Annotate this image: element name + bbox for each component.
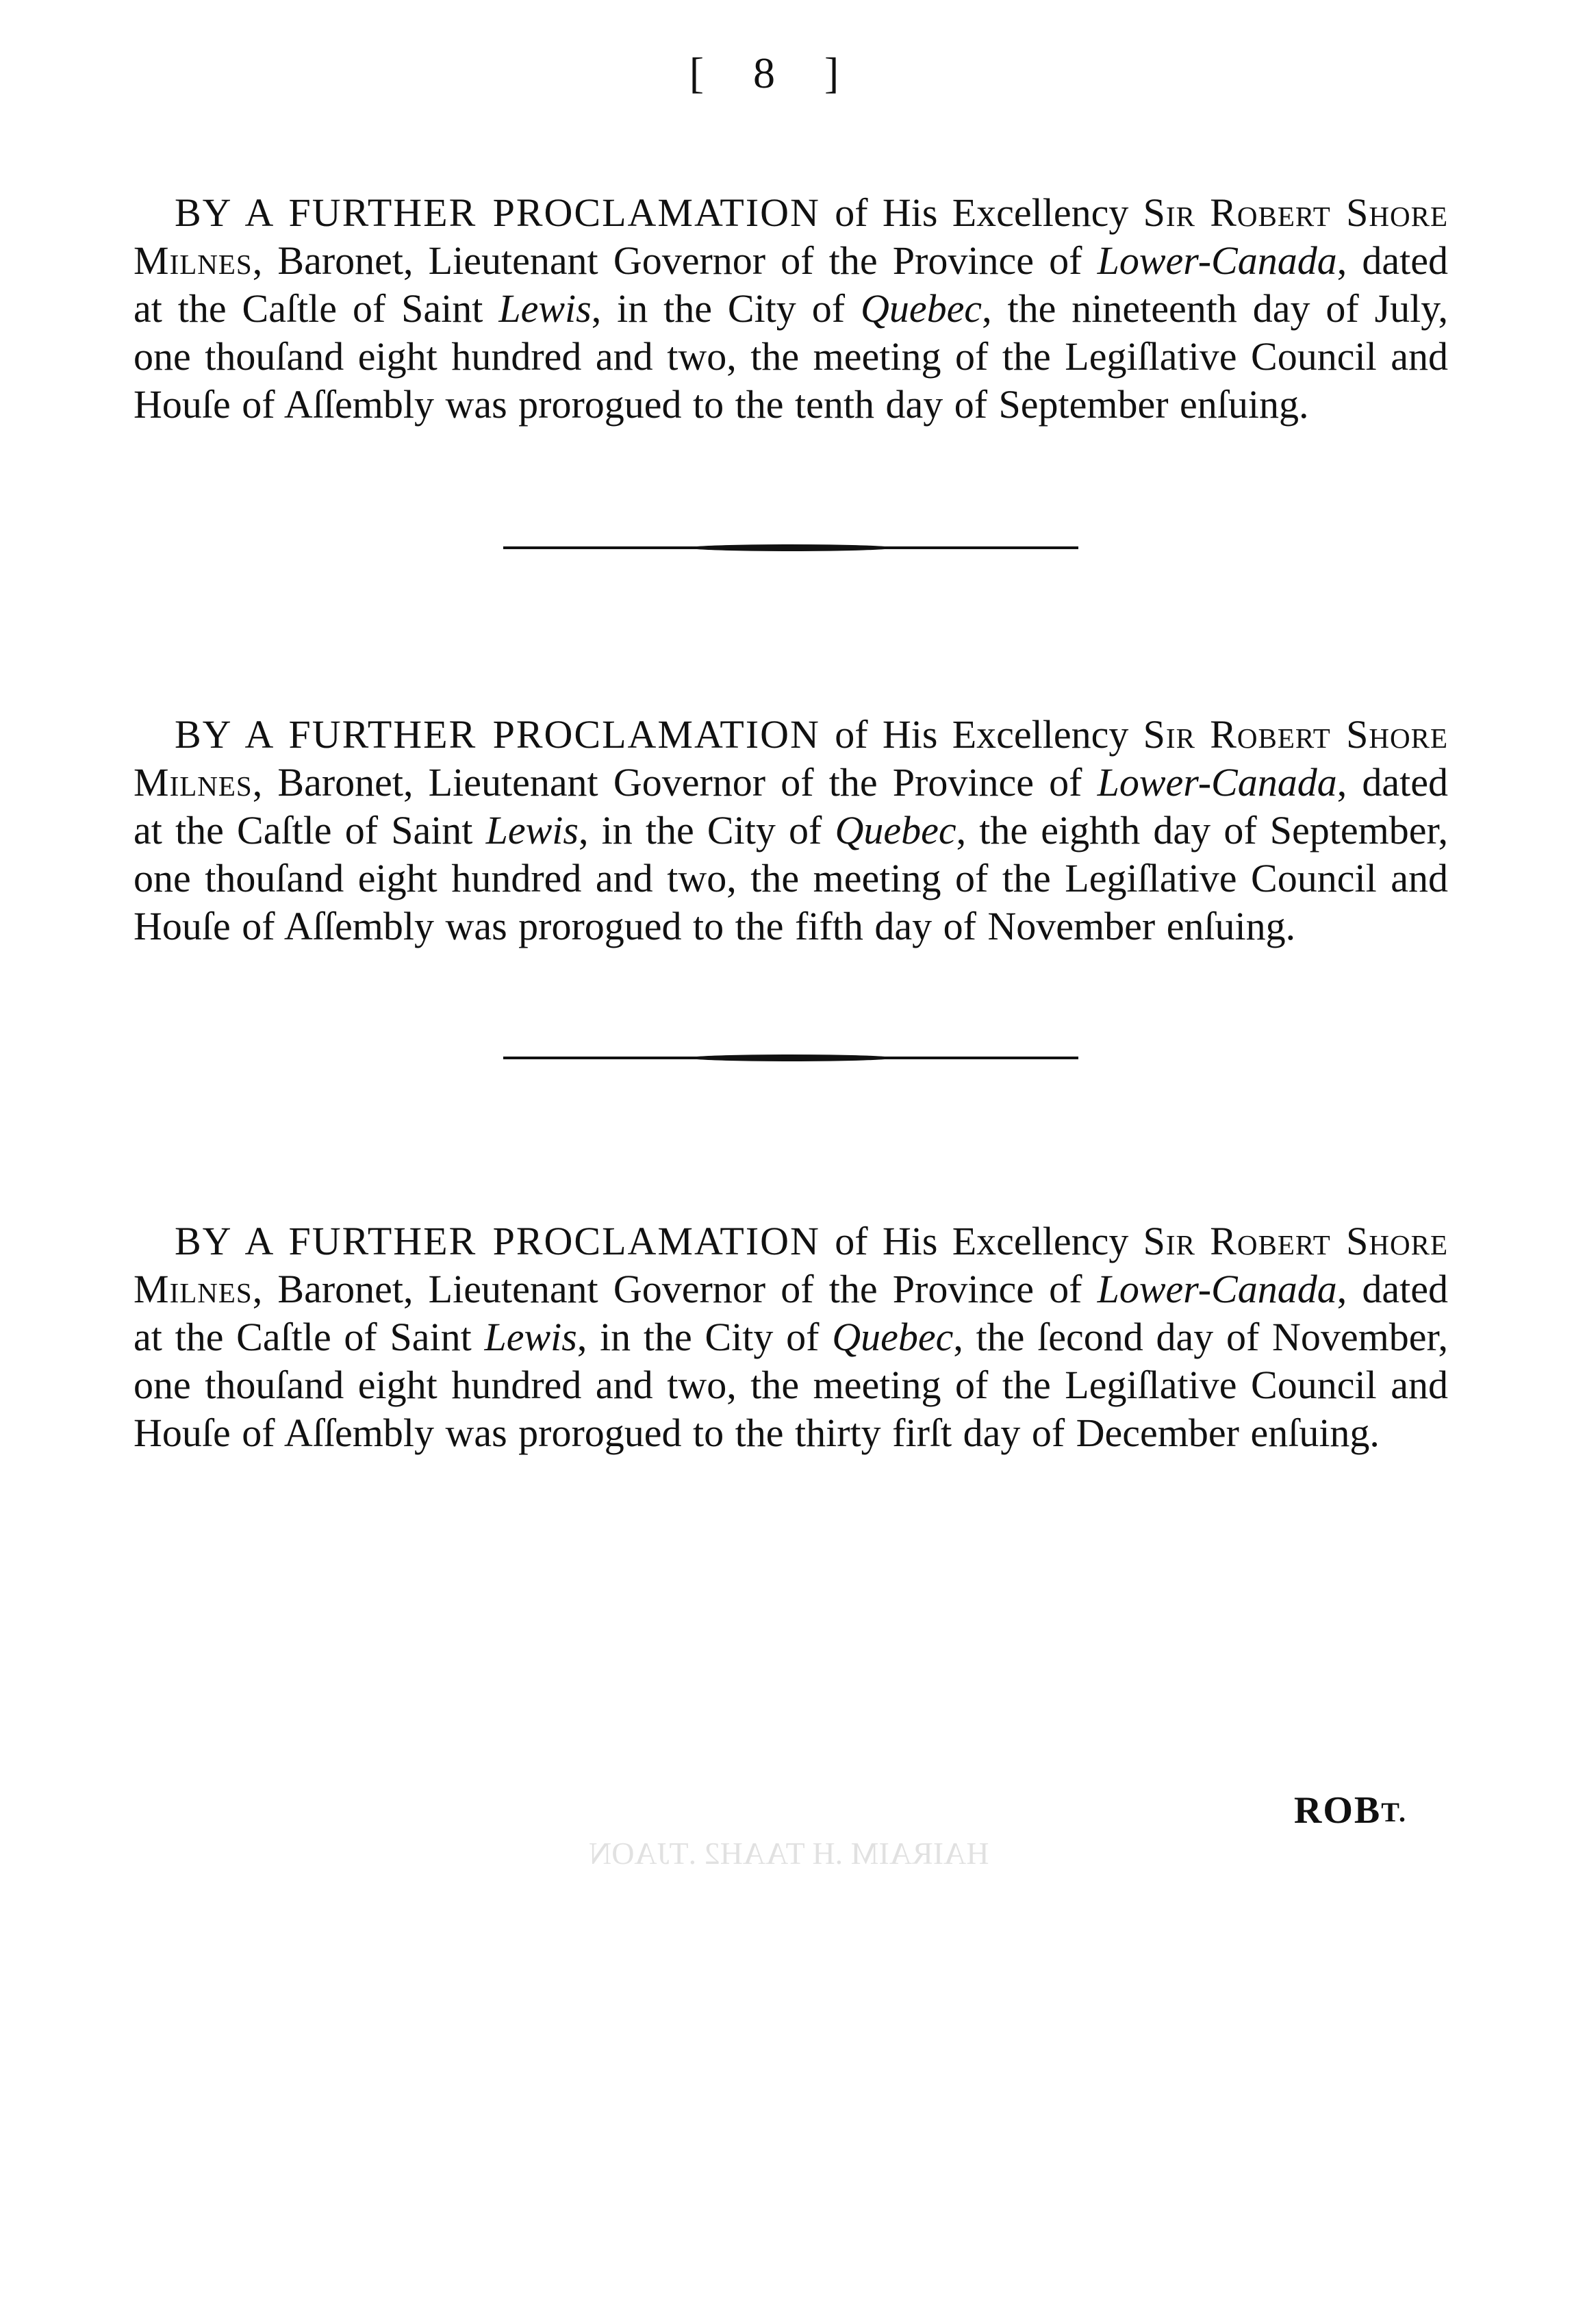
proclamation-text: , in the City of <box>576 1315 833 1359</box>
proclamation-heading: BY A FURTHER PROCLAMATION <box>175 1219 820 1263</box>
proclamation-heading: BY A FURTHER PROCLAMATION <box>175 712 820 757</box>
province-name: Lower-Canada <box>1097 238 1337 283</box>
castle-name: Lewis <box>484 1315 577 1359</box>
proclamation-text: , the ſecond day of November, one thouſand eight hundred and two, the meeting of the Legiſlative Council and Houſe of Aſſembly was prorogued to the thirty firſt day of December enſuing. <box>134 1315 1448 1455</box>
proclamation-paragraph <box>134 189 1448 429</box>
page-number: [ 8 ] <box>689 49 859 97</box>
proclamation-text: of His Excellency <box>820 712 1143 757</box>
signature-name: ROB <box>1293 1789 1382 1832</box>
honorific: Sir <box>1143 1219 1195 1263</box>
proclamation-text: of His Excellency <box>820 190 1143 235</box>
signature-suffix: T. <box>1381 1797 1407 1828</box>
bleed-through-text: HAIRAIM .H TAAH2 .TJAON <box>589 1836 989 1871</box>
city-name: Quebec <box>860 286 982 331</box>
governor-name: Robert Shore Milnes <box>134 1219 1448 1311</box>
honorific: Sir <box>1143 190 1195 235</box>
province-name: Lower-Canada <box>1097 1267 1337 1311</box>
proclamation-paragraph <box>134 711 1448 950</box>
city-name: Quebec <box>832 1315 954 1359</box>
province-name: Lower-Canada <box>1097 760 1337 805</box>
proclamation-text: , Baronet, Lieutenant Governor of the Province of <box>252 238 1098 283</box>
castle-name: Lewis <box>498 286 592 331</box>
proclamation-heading: BY A FURTHER PROCLAMATION <box>175 190 820 235</box>
signature <box>1294 1789 1407 1832</box>
castle-name: Lewis <box>485 808 579 852</box>
proclamation-text: , the nineteenth day of July, one thouſand eight hundred and two, the meeting of the Legiſlative Council and Houſe of Aſſembly was prorogued to the tenth day of September enſuing. <box>134 286 1449 427</box>
honorific: Sir <box>1143 712 1195 757</box>
proclamation-text: , dated at the Caſtle of Saint <box>134 238 1448 331</box>
proclamation-text: , Baronet, Lieutenant Governor of the Province of <box>252 760 1098 805</box>
ornamental-rule <box>503 1054 1078 1061</box>
proclamation-text: , Baronet, Lieutenant Governor of the Province of <box>252 1267 1098 1311</box>
proclamation-text: , in the City of <box>578 808 835 852</box>
proclamation-text: , in the City of <box>591 286 861 331</box>
proclamation-text: of His Excellency <box>820 1219 1143 1263</box>
proclamation-text: , dated at the Caſtle of Saint <box>134 760 1448 852</box>
governor-name: Robert Shore Milnes <box>134 712 1448 805</box>
city-name: Quebec <box>835 808 956 852</box>
proclamation-paragraph <box>134 1217 1448 1457</box>
ornamental-rule <box>503 544 1078 551</box>
governor-name: Robert Shore Milnes <box>134 190 1448 283</box>
proclamation-text: , the eighth day of September, one thouſand eight hundred and two, the meeting of the Legiſlative Council and Houſe of Aſſembly was prorogued to the fifth day of November enſuing. <box>134 808 1449 948</box>
proclamation-text: , dated at the Caſtle of Saint <box>134 1267 1448 1359</box>
